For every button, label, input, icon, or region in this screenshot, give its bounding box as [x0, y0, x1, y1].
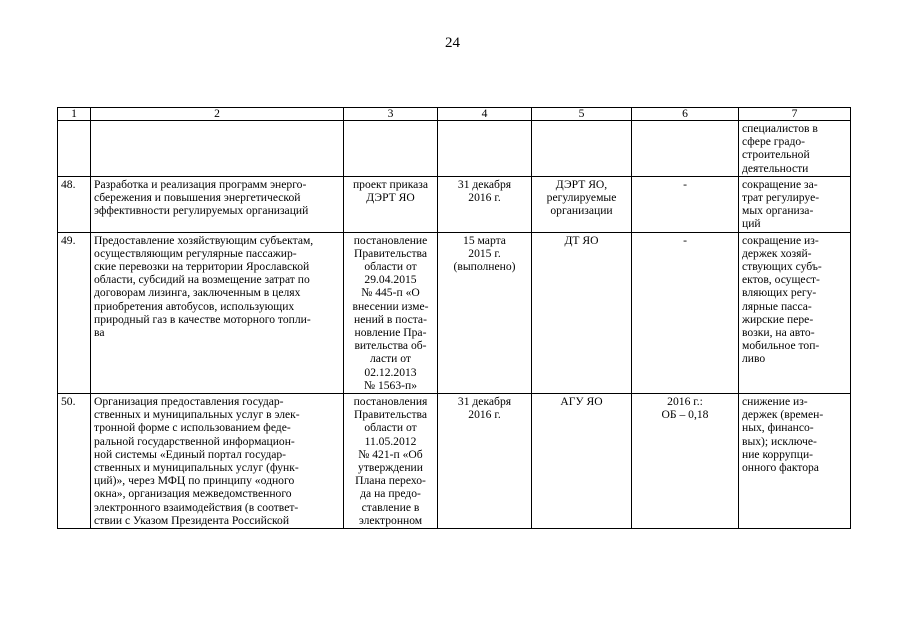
funding-cell: -: [632, 232, 739, 393]
measure-cell: Предоставление хозяйствующим субъектам, осуществляющим регулярные пассажир- ские перевозки на территории Ярославской области, субсидий на возмещение затрат по договорам лизинга, заключенным в целях приобретения автобусов, использующих природный газ в качестве моторного топли- ва: [91, 232, 344, 393]
deadline-cell: [438, 121, 532, 177]
measures-table: [57, 107, 851, 529]
measure-cell: [91, 121, 344, 177]
result-cell: сокращение за- трат регулируе- мых организа- ций: [739, 176, 851, 232]
column-header: 5: [532, 108, 632, 121]
document-cell: постановления Правительства области от 11.05.2012 № 421-п «Об утверждении Плана перехо- да на предо- ставление в электронном: [344, 394, 438, 529]
document-cell: постановление Правительства области от 29.04.2015 № 445-п «О внесении изме- нений в поста- новление Пра- вительства об- ласти от 02.12.2013 № 1563-п»: [344, 232, 438, 393]
column-header: 6: [632, 108, 739, 121]
deadline-cell: 15 марта 2015 г. (выполнено): [438, 232, 532, 393]
row-number: 48.: [58, 176, 91, 232]
funding-cell: 2016 г.: ОБ – 0,18: [632, 394, 739, 529]
page-number: 24: [445, 35, 460, 51]
deadline-cell: 31 декабря 2016 г.: [438, 394, 532, 529]
row-number: 50.: [58, 394, 91, 529]
column-header: 4: [438, 108, 532, 121]
table-row: [58, 176, 851, 232]
column-header: 7: [739, 108, 851, 121]
result-cell: специалистов в сфере градо- строительной деятельности: [739, 121, 851, 177]
table-row: [58, 121, 851, 177]
result-cell: сокращение из- держек хозяй- ствующих субъ- ектов, осущест- вляющих регу- лярные пасса- жирские пере- возки, на авто- мобильное топ- ливо: [739, 232, 851, 393]
row-number: [58, 121, 91, 177]
deadline-cell: 31 декабря 2016 г.: [438, 176, 532, 232]
column-header: 2: [91, 108, 344, 121]
result-cell: снижение из- держек (времен- ных, финансо- вых); исключе- ние коррупци- онного фактора: [739, 394, 851, 529]
funding-cell: [632, 121, 739, 177]
column-header: 1: [58, 108, 91, 121]
executor-cell: ДЭРТ ЯО, регулируемые организации: [532, 176, 632, 232]
column-header: 3: [344, 108, 438, 121]
column-number-row: [58, 108, 851, 121]
measure-cell: Организация предоставления государ- ственных и муниципальных услуг в элек- тронной форме с использованием феде- ральной государственной информацион- ной системы «Единый портал государ- ственных и муниципальных услуг (функ- ций)», через МФЦ по принципу «одного окна», организация межведомственного электронного взаимодействия (в соответ- ствии с Указом Президента Российской: [91, 394, 344, 529]
document-cell: [344, 121, 438, 177]
row-number: 49.: [58, 232, 91, 393]
measure-cell: Разработка и реализация программ энерго- сбережения и повышения энергетической эффективности регулируемых организаций: [91, 176, 344, 232]
executor-cell: АГУ ЯО: [532, 394, 632, 529]
executor-cell: [532, 121, 632, 177]
executor-cell: ДТ ЯО: [532, 232, 632, 393]
funding-cell: -: [632, 176, 739, 232]
table-row: [58, 394, 851, 529]
document-cell: проект приказа ДЭРТ ЯО: [344, 176, 438, 232]
table-row: [58, 232, 851, 393]
